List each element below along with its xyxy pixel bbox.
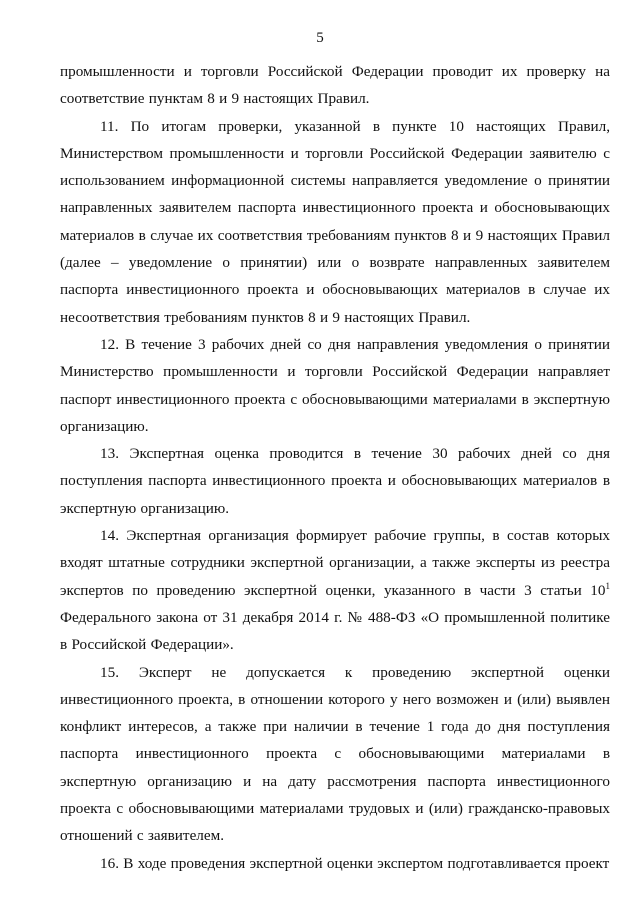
paragraph-13: 13. Экспертная оценка проводится в течение 30 рабочих дней со дня поступления паспорта инвестиционного проекта и обосновывающих материалов в экспертную организацию. bbox=[60, 445, 610, 517]
paragraph-14 bbox=[60, 522, 610, 658]
paragraph-14-text-before: 14. Экспертная организация формирует рабочие группы, в состав которых входят штатные сотрудники экспертной организации, а также эксперты из реестра экспертов по проведению экспертной оценки, указанного в части 3 статьи 10 bbox=[60, 527, 610, 599]
paragraph-continuation: промышленности и торговли Российской Федерации проводит их проверку на соответствие пунктам 8 и 9 настоящих Правил. bbox=[60, 63, 610, 108]
document-body bbox=[60, 58, 610, 877]
paragraph-14-text-after: Федерального закона от 31 декабря 2014 г. № 488-ФЗ «О промышленной политике в Российской Федерации». bbox=[60, 608, 610, 654]
paragraph-16: 16. В ходе проведения экспертной оценки экспертом подготавливается проект bbox=[100, 854, 610, 872]
superscript-article-number: 1 bbox=[605, 580, 610, 591]
paragraph-11: 11. По итогам проверки, указанной в пункте 10 настоящих Правил, Министерством промышленности и торговли Российской Федерации заявителю с использованием информационной системы направляется уведомление о принятии направленных заявителем паспорта инвестиционного проекта и обосновывающих материалов в случае их соответствия требованиям пунктов 8 и 9 настоящих Правил (далее – уведомление о принятии) или о возврате направленных заявителем паспорта инвестиционного проекта и обосновывающих материалов в случае их несоответствия требованиям пунктов 8 и 9 настоящих Правил. bbox=[60, 117, 610, 326]
paragraph-12: 12. В течение 3 рабочих дней со дня направления уведомления о принятии Министерство промышленности и торговли Российской Федерации направляет паспорт инвестиционного проекта с обосновывающими материалами в экспертную организацию. bbox=[60, 335, 610, 435]
page-number: 5 bbox=[316, 30, 324, 46]
paragraph-15: 15. Эксперт не допускается к проведению экспертной оценки инвестиционного проекта, в отношении которого у него возможен и (или) выявлен конфликт интересов, а также при наличии в течение 1 года до дня поступления паспорта инвестиционного проекта с обосновывающими материалами в экспертную организацию и на дату рассмотрения паспорта инвестиционного проекта с обосновывающими материалами трудовых и (или) гражданско-правовых отношений с заявителем. bbox=[60, 663, 610, 845]
